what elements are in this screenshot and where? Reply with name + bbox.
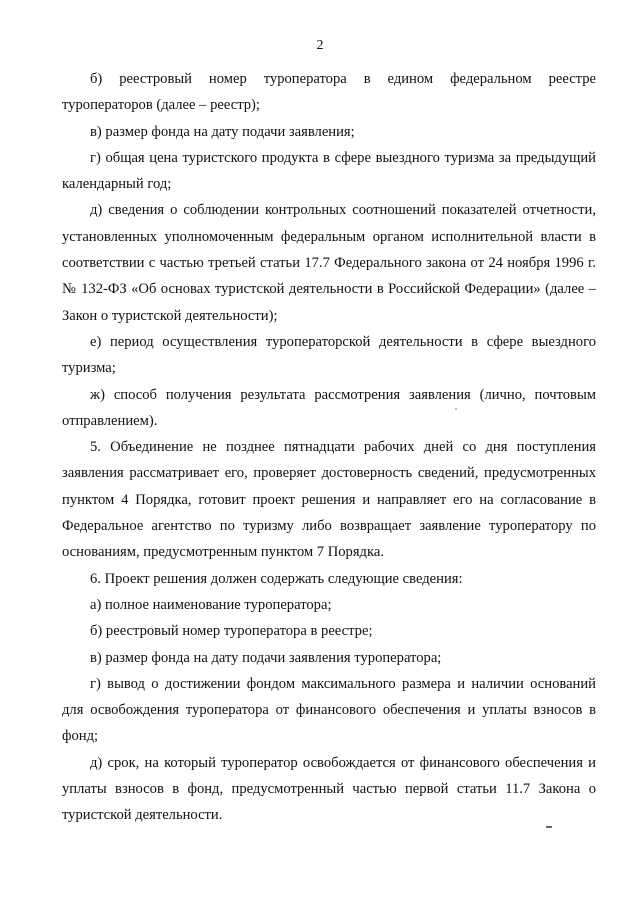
paragraph-a-full-name: а) полное наименование туроператора; bbox=[90, 596, 332, 613]
scan-speck bbox=[455, 408, 457, 410]
paragraph-e-activity-period: е) период осуществления туроператорской деятельности в сфере выездного туризма; bbox=[62, 333, 596, 377]
paragraph-v-fund-size: в) размер фонда на дату подачи заявления; bbox=[90, 123, 355, 140]
paragraph-v-fund-size-2: в) размер фонда на дату подачи заявления туроператора; bbox=[90, 649, 442, 666]
paragraph-d-control-ratios: д) сведения о соблюдении контрольных соотношений показателей отчетности, установленных уполномоченным федеральным органом исполнительной власти в соответствии с частью третьей статьи 17.7 Федерального закона от 24 ноября 1996 г. № 132-ФЗ «Об основах туристской деятельности в Российской Федерации» (далее – Закон о туристской деятельности); bbox=[62, 202, 596, 324]
paragraph-g-total-price: г) общая цена туристского продукта в сфере выездного туризма за предыдущий календарный год; bbox=[62, 149, 596, 193]
paragraph-b-registry-number-2: б) реестровый номер туроператора в реестре; bbox=[90, 623, 373, 640]
paragraph-d-exemption-term: д) срок, на который туроператор освобождается от финансового обеспечения и уплаты взносов в фонд, предусмотренный частью первой статьи 11.7 Закона о туристской деятельности. bbox=[62, 754, 596, 824]
page-number: 2 bbox=[316, 38, 324, 53]
paragraph-5-review-procedure: 5. Объединение не позднее пятнадцати рабочих дней со дня поступления заявления рассматривает его, проверяет достоверность сведений, предусмотренных пунктом 4 Порядка, готовит проект решения и направляет его на согласование в Федеральное агентство по туризму либо возвращает заявление туроператору по основаниям, предусмотренным пунктом 7 Порядка. bbox=[62, 439, 596, 561]
paragraph-g-conclusion: г) вывод о достижении фондом максимального размера и наличии оснований для освобождения туроператора от финансового обеспечения и уплаты взносов в фонд; bbox=[62, 675, 596, 745]
paragraph-b-registry-number: б) реестровый номер туроператора в едином федеральном реестре туроператоров (далее – реестр); bbox=[62, 71, 596, 114]
scan-mark bbox=[546, 826, 552, 828]
paragraph-zh-result-method: ж) способ получения результата рассмотрения заявления (лично, почтовым отправлением). bbox=[62, 386, 596, 429]
document-body bbox=[62, 66, 596, 829]
paragraph-6-draft-decision: 6. Проект решения должен содержать следующие сведения: bbox=[90, 570, 463, 587]
